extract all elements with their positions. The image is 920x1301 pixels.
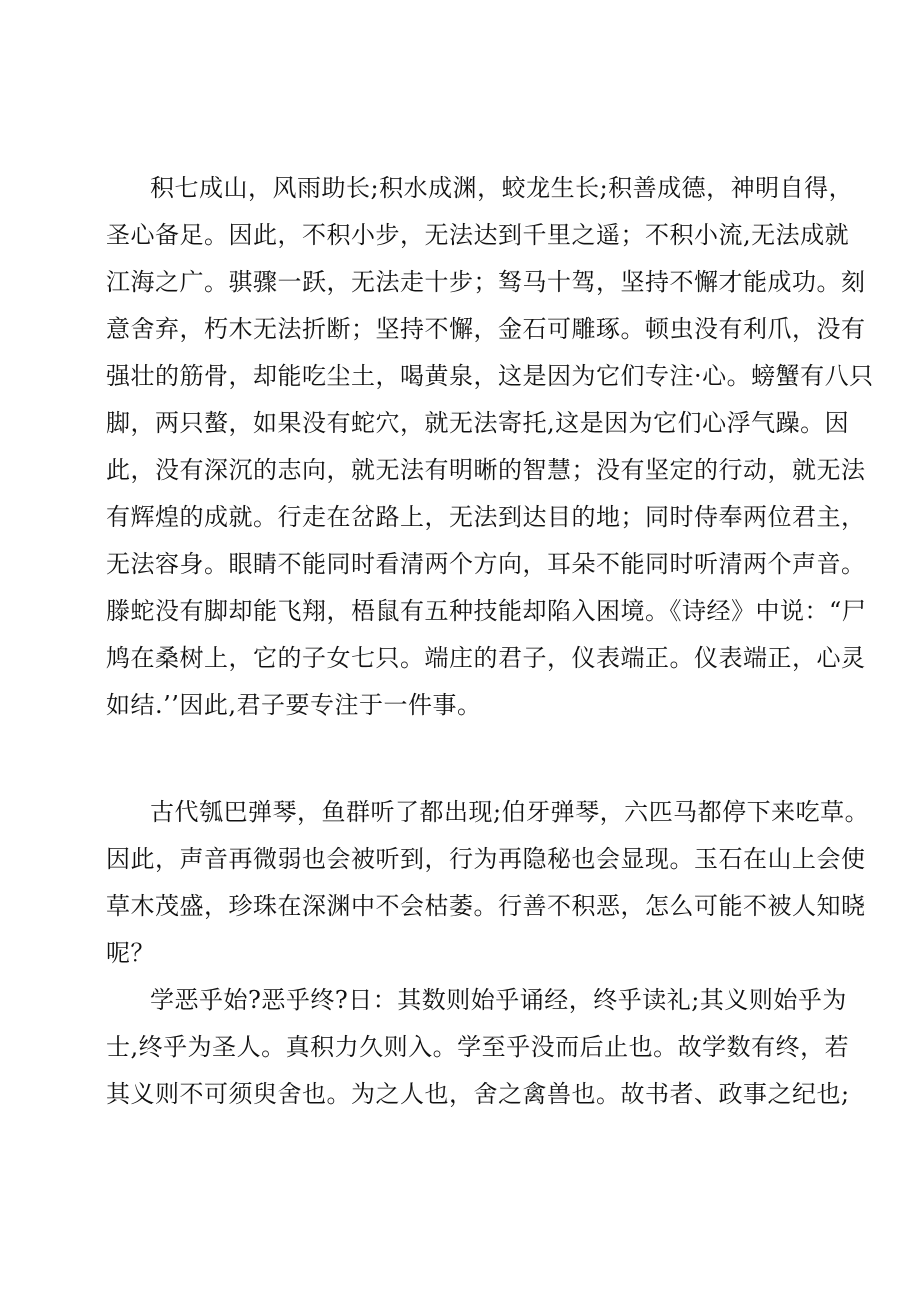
text-line: 呢？ [106, 939, 155, 967]
text-line: 草木茂盛，珍珠在深渊中不会枯萎。行善不积恶，怎么可能不被人知晓 [106, 892, 866, 920]
text-line: 意舍弃，朽木无法折断；坚持不懈，金石可雕琢。顿虫没有利爪，没有 [106, 315, 866, 343]
text-line: 此，没有深沉的志向，就无法有明晰的智慧；没有坚定的行动，就无法 [106, 456, 866, 484]
text-line: 鸠在桑树上，它的子女七只。端庄的君子，仪表端正。仪表端正，心灵 [106, 644, 866, 672]
text-line: 江海之广。骐骤一跃，无法走十步；驽马十驾，坚持不懈才能成功。刻 [106, 268, 866, 296]
text-line: 有辉煌的成就。行走在岔路上，无法到达目的地；同时侍奉两位君主， [106, 503, 866, 531]
text-line: 如结.’’因此,君子要专注于一件事。 [106, 691, 482, 719]
text-line: 强壮的筋骨，却能吃尘土，喝黄泉，这是因为它们专注·心。螃蟹有八只 [106, 362, 874, 390]
text-line: 古代瓠巴弹琴，鱼群听了都出现;伯牙弹琴，六匹马都停下来吃草。 [150, 798, 870, 826]
text-line: 其义则不可须臾舍也。为之人也，舍之禽兽也。故书者、政事之纪也; [106, 1080, 850, 1108]
text-line: 圣心备足。因此，不积小步，无法达到千里之遥；不积小流,无法成就 [106, 221, 850, 249]
text-line: 滕蛇没有脚却能飞翔，梧鼠有五种技能却陷入困境。《诗经》中说：“尸 [106, 597, 867, 625]
text-line: 士,终乎为圣人。真积力久则入。学至乎没而后止也。故学数有终，若 [106, 1033, 850, 1061]
text-line: 因此，声音再微弱也会被听到，行为再隐秘也会显现。玉石在山上会使 [106, 845, 866, 873]
text-line: 无法容身。眼睛不能同时看清两个方向，耳朵不能同时听清两个声音。 [106, 550, 866, 578]
text-line: 积七成山，风雨助长;积水成渊，蛟龙生长;积善成德，神明自得， [150, 174, 854, 202]
text-line: 脚，两只螯，如果没有蛇穴，就无法寄托,这是因为它们心浮气躁。因 [106, 409, 850, 437]
text-line: 学恶乎始?恶乎终?日：其数则始乎诵经，终乎读礼;其义则始乎为 [150, 986, 847, 1014]
